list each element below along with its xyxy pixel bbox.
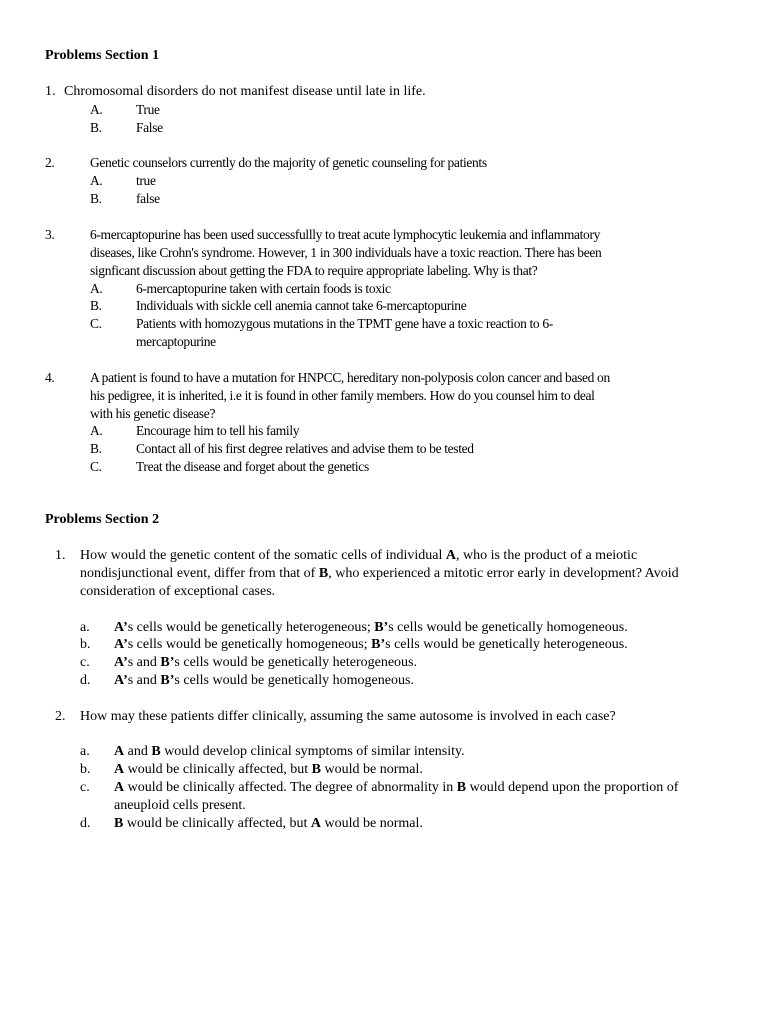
s2-q1-option-d-letter: d. (80, 673, 91, 688)
s2-q1-option-a-text: A’s cells would be genetically heterogeneous; B’s cells would be genetically homogeneous. (114, 620, 628, 635)
s2-q1-option-d-text: A’s and B’s cells would be genetically homogeneous. (114, 673, 414, 688)
s2-q1-option-a-letter: a. (80, 620, 90, 635)
s1-q2-option-a-letter: A. (90, 173, 103, 188)
s2-q2-option-d-text: B would be clinically affected, but A would be normal. (114, 816, 423, 831)
s1-q2-option-b-text: false (136, 191, 160, 206)
s2-q2-number: 2. (55, 709, 66, 724)
s1-q1-option-a-text: True (136, 102, 160, 117)
s1-q1-option-b-text: False (136, 120, 163, 135)
s1-q4-number: 4. (45, 370, 55, 385)
s2-q2-option-a-letter: a. (80, 744, 90, 759)
s1-q3-option-b-text: Individuals with sickle cell anemia cannot take 6-mercaptopurine (136, 298, 467, 313)
s2-q1-option-c-text: A’s and B’s cells would be genetically heterogeneous. (114, 655, 417, 670)
s1-q3-option-a-letter: A. (90, 281, 103, 296)
s1-q3-option-c-letter: C. (90, 316, 102, 331)
s2-q1-number: 1. (55, 548, 66, 563)
s1-q2-option-a-text: true (136, 173, 156, 188)
s2-q2-option-b-text: A would be clinically affected, but B would be normal. (114, 762, 423, 777)
s2-q1-line-3: consideration of exceptional cases. (80, 584, 276, 599)
s1-q4-line-2: his pedigree, it is inherited, i.e it is found in other family members. How do you counsel him to deal (90, 388, 595, 403)
s2-q2-option-c-continued: aneuploid cells present. (114, 798, 246, 813)
s2-q1-line-1: How would the genetic content of the somatic cells of individual A, who is the product of a meiotic (80, 548, 638, 563)
s1-q3-option-c-continued: mercaptopurine (136, 334, 216, 349)
s1-q1-option-b-letter: B. (90, 120, 102, 135)
s1-q3-option-c-text: Patients with homozygous mutations in the TPMT gene have a toxic reaction to 6- (136, 316, 553, 331)
s1-q4-option-c-text: Treat the disease and forget about the genetics (136, 459, 369, 474)
s1-q4-option-b-letter: B. (90, 441, 102, 456)
s2-q2-option-c-text: A would be clinically affected. The degree of abnormality in B would depend upon the proportion of (114, 780, 679, 795)
s1-q2-text: Genetic counselors currently do the majority of genetic counseling for patients (90, 155, 487, 170)
section-1-heading: Problems Section 1 (45, 48, 160, 63)
s2-q1-option-b-letter: b. (80, 637, 91, 652)
s1-q4-option-c-letter: C. (90, 459, 102, 474)
s1-q3-line-3: signficant discussion about getting the FDA to require appropriate labeling. Why is that? (90, 263, 538, 278)
s1-q1-text: Chromosomal disorders do not manifest disease until late in life. (64, 84, 426, 99)
s2-q2-option-c-letter: c. (80, 780, 90, 795)
s2-q1-option-c-letter: c. (80, 655, 90, 670)
s1-q4-option-a-letter: A. (90, 423, 103, 438)
s2-q2-option-a-text: A and B would develop clinical symptoms of similar intensity. (114, 744, 465, 759)
s1-q2-option-b-letter: B. (90, 191, 102, 206)
s1-q4-line-3: with his genetic disease? (90, 406, 216, 421)
s1-q3-option-b-letter: B. (90, 298, 102, 313)
s1-q3-number: 3. (45, 227, 55, 242)
s1-q3-line-1: 6-mercaptopurine has been used successfullly to treat acute lymphocytic leukemia and inflammatory (90, 227, 600, 242)
section-2-heading: Problems Section 2 (45, 512, 160, 527)
s1-q3-line-2: diseases, like Crohn's syndrome. However, 1 in 300 individuals have a toxic reaction. There has been (90, 245, 602, 260)
s1-q2-number: 2. (45, 155, 55, 170)
s2-q2-text: How may these patients differ clinically, assuming the same autosome is involved in each case? (80, 709, 616, 724)
s2-q1-line-2: nondisjunctional event, differ from that of B, who experienced a mitotic error early in development? Avoid (80, 566, 679, 581)
s1-q4-line-1: A patient is found to have a mutation for HNPCC, hereditary non-polyposis colon cancer and based on (90, 370, 610, 385)
s1-q1-number: 1. (45, 84, 56, 99)
s1-q3-option-a-text: 6-mercaptopurine taken with certain foods is toxic (136, 281, 391, 296)
s1-q4-option-a-text: Encourage him to tell his family (136, 423, 300, 438)
s1-q1-option-a-letter: A. (90, 102, 103, 117)
s2-q2-option-d-letter: d. (80, 816, 91, 831)
s1-q4-option-b-text: Contact all of his first degree relatives and advise them to be tested (136, 441, 474, 456)
s2-q1-option-b-text: A’s cells would be genetically homogeneous; B’s cells would be genetically heterogeneous. (114, 637, 628, 652)
s2-q2-option-b-letter: b. (80, 762, 91, 777)
